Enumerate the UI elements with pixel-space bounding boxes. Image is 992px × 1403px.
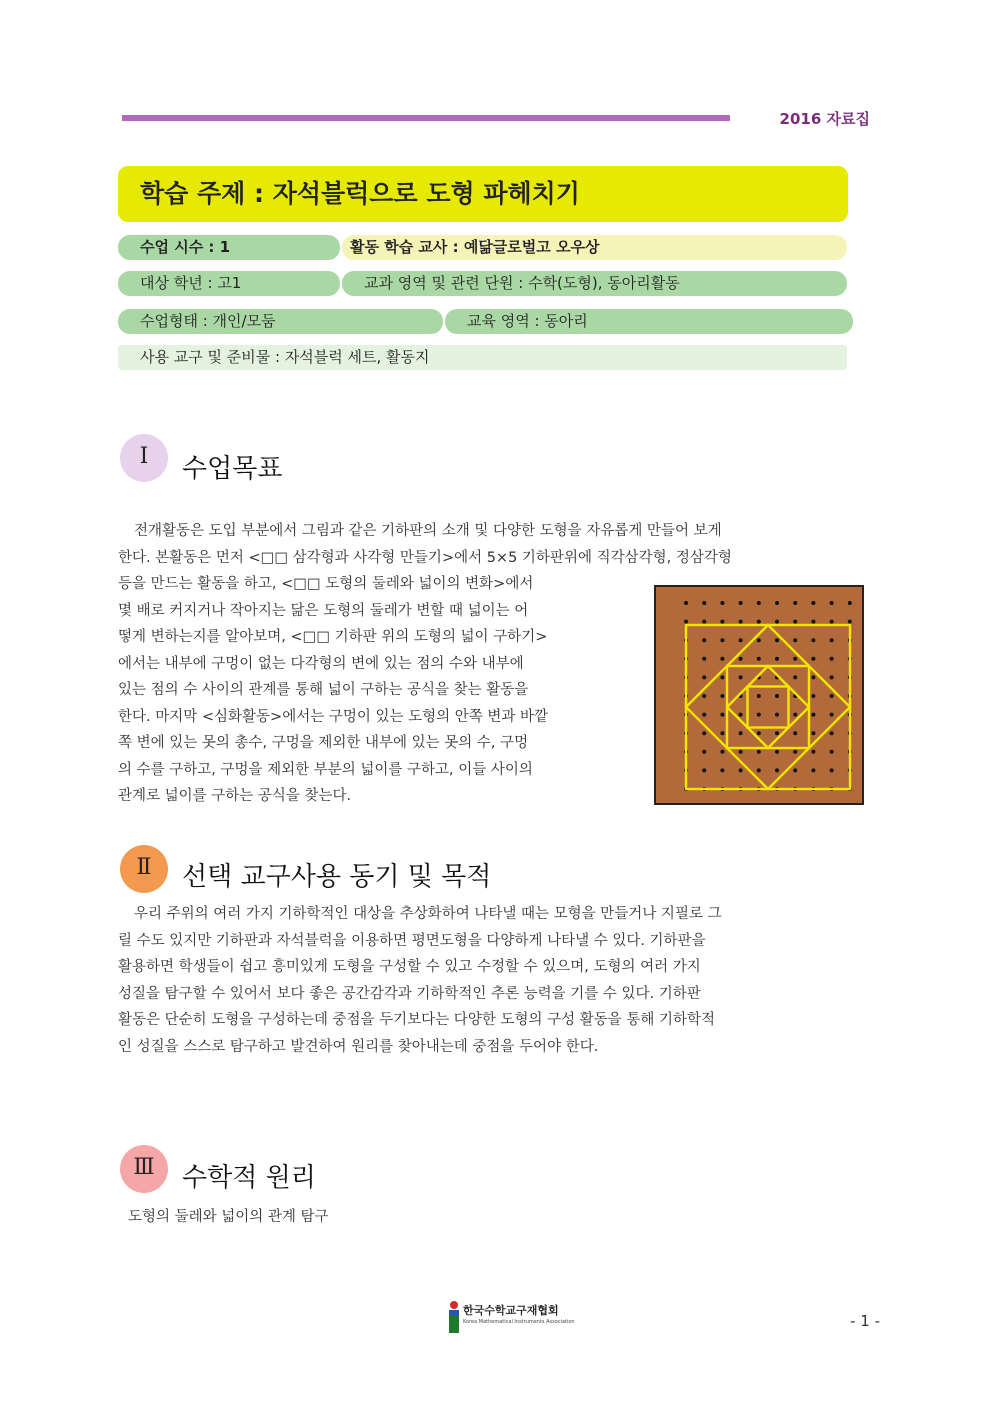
section-2-line: 성질을 탐구할 수 있어서 보다 좋은 공간감각과 기하학적인 추론 능력을 기를 수 있다. 기하판 xyxy=(118,985,701,1002)
geoboard-peg xyxy=(793,620,797,624)
geoboard-peg xyxy=(702,713,706,717)
geoboard-peg xyxy=(702,675,706,679)
target-grade: 대상 학년 : 고1 xyxy=(118,271,340,296)
page-number: - 1 - xyxy=(850,1312,880,1330)
geoboard-peg xyxy=(775,713,779,717)
geoboard-peg xyxy=(775,768,779,772)
section-1-line: 한다. 본활동은 먼저 <□□ 삼각형과 사각형 만들기>에서 5×5 기하판위에 직각삼각형, 정삼각형 xyxy=(118,549,732,566)
geoboard-illustration xyxy=(654,585,864,805)
geoboard-peg xyxy=(811,694,815,698)
geoboard-peg xyxy=(684,620,688,624)
geoboard-peg xyxy=(739,768,743,772)
section-2-body xyxy=(118,901,872,1060)
geoboard-peg xyxy=(720,768,724,772)
geoboard-peg xyxy=(757,768,761,772)
geoboard-peg xyxy=(739,731,743,735)
geoboard-peg xyxy=(775,601,779,605)
geoboard-peg xyxy=(720,731,724,735)
section-2-line: 릴 수도 있지만 기하판과 자석블럭을 이용하면 평면도형을 다양하게 나타낼 수 있다. 기하판을 xyxy=(118,932,706,949)
section-1-badge: I xyxy=(120,434,168,482)
geoboard-peg xyxy=(757,638,761,642)
geoboard-peg xyxy=(830,657,834,661)
geoboard-peg xyxy=(720,620,724,624)
geoboard-peg xyxy=(757,731,761,735)
geoboard-peg xyxy=(720,657,724,661)
geoboard-peg xyxy=(775,657,779,661)
geoboard-peg xyxy=(757,601,761,605)
geoboard-peg xyxy=(830,750,834,754)
geoboard-peg xyxy=(830,713,834,717)
geoboard-peg xyxy=(793,768,797,772)
section-2-line: 활용하면 학생들이 쉽고 흥미있게 도형을 구성할 수 있고 수정할 수 있으며, 도형의 여러 가지 xyxy=(118,959,701,975)
geoboard-peg xyxy=(720,675,724,679)
geoboard-peg xyxy=(811,620,815,624)
geoboard-peg xyxy=(702,768,706,772)
education-area: 교육 영역 : 동아리 xyxy=(445,309,853,334)
geoboard-peg xyxy=(811,731,815,735)
geoboard-peg xyxy=(830,768,834,772)
geoboard-peg xyxy=(830,601,834,605)
section-1-line: 의 수를 구하고, 구멍을 제외한 부분의 넓이를 구하고, 이들 사이의 xyxy=(118,761,533,778)
geoboard-peg xyxy=(702,601,706,605)
section-1-line: 있는 점의 수 사이의 관계를 통해 넓이 구하는 공식을 찾는 활동을 xyxy=(118,682,529,698)
header-rule xyxy=(122,115,730,121)
geoboard-peg xyxy=(757,657,761,661)
association-logo xyxy=(446,1300,575,1336)
section-3-text: 도형의 둘레와 넓이의 관계 탐구 xyxy=(128,1209,329,1225)
section-1-line: 몇 배로 커지거나 작아지는 닮은 도형의 둘레가 변할 때 넓이는 어 xyxy=(118,602,529,619)
geoboard-peg xyxy=(830,620,834,624)
geoboard-peg xyxy=(830,638,834,642)
subject-area: 교과 영역 및 관련 단원 : 수학(도형), 동아리활동 xyxy=(342,271,847,296)
geoboard-peg xyxy=(793,750,797,754)
section-3-title: 수학적 원리 xyxy=(182,1163,316,1193)
section-2-line: 우리 주위의 여러 가지 기하학적인 대상을 추상화하여 나타낼 때는 모형을 만들거나 지필로 그 xyxy=(134,906,722,922)
geoboard-peg xyxy=(720,750,724,754)
geoboard-peg xyxy=(739,713,743,717)
geoboard-peg xyxy=(793,657,797,661)
geoboard-peg xyxy=(720,601,724,605)
logo-subtext: Korea Mathematical Instruments Association xyxy=(463,1319,575,1325)
logo-mark-icon xyxy=(446,1300,462,1334)
lesson-hours: 수업 시수 : 1 xyxy=(118,235,340,260)
logo-text: 한국수학교구재협회 xyxy=(463,1304,559,1317)
geoboard-peg xyxy=(739,620,743,624)
geoboard-peg xyxy=(739,675,743,679)
geoboard-peg xyxy=(811,768,815,772)
geoboard-peg xyxy=(811,601,815,605)
lesson-title: 학습 주제 : 자석블럭으로 도형 파헤치기 xyxy=(118,166,848,222)
section-2-line: 활동은 단순히 도형을 구성하는데 중점을 두기보다는 다양한 도형의 구성 활동을 통해 기하학적 xyxy=(118,1012,715,1028)
geoboard-peg xyxy=(757,750,761,754)
geoboard-peg xyxy=(830,675,834,679)
geoboard-peg xyxy=(720,638,724,642)
geoboard-peg xyxy=(757,694,761,698)
geoboard-peg xyxy=(793,713,797,717)
geoboard-peg xyxy=(848,601,852,605)
geoboard-peg xyxy=(739,657,743,661)
geoboard-peg xyxy=(739,601,743,605)
section-1-body xyxy=(118,518,872,571)
geoboard-peg xyxy=(775,750,779,754)
geoboard-peg xyxy=(757,713,761,717)
geoboard-peg xyxy=(811,713,815,717)
section-2-badge: Ⅱ xyxy=(120,845,168,893)
geoboard-peg xyxy=(793,675,797,679)
geoboard-peg xyxy=(702,731,706,735)
geoboard-peg xyxy=(684,601,688,605)
geoboard-peg xyxy=(793,638,797,642)
section-1-line: 한다. 마지막 <심화활동>에서는 구멍이 있는 도형의 안쪽 변과 바깥 xyxy=(118,708,548,725)
geoboard-peg xyxy=(830,694,834,698)
section-1-body-wrapped xyxy=(118,571,646,810)
geoboard-peg xyxy=(793,731,797,735)
section-1-line: 에서는 내부에 구멍이 없는 다각형의 변에 있는 점의 수와 내부에 xyxy=(118,655,524,672)
geoboard-peg xyxy=(811,750,815,754)
section-1-line: 떻게 변하는지를 알아보며, <□□ 기하판 위의 도형의 넓이 구하기> xyxy=(118,629,548,645)
geoboard-peg xyxy=(811,638,815,642)
geoboard-peg xyxy=(775,620,779,624)
geoboard-peg xyxy=(848,620,852,624)
materials: 사용 교구 및 준비물 : 자석블럭 세트, 활동지 xyxy=(118,345,847,370)
geoboard-peg xyxy=(702,620,706,624)
section-1-line: 쪽 변에 있는 못의 총수, 구멍을 제외한 내부에 있는 못의 수, 구멍 xyxy=(118,735,529,751)
geoboard-peg xyxy=(739,638,743,642)
section-2-title: 선택 교구사용 동기 및 목적 xyxy=(182,862,492,892)
year-label: 2016 자료집 xyxy=(779,110,870,128)
class-format: 수업형태 : 개인/모둠 xyxy=(118,309,443,334)
geoboard-peg xyxy=(793,601,797,605)
geoboard-peg xyxy=(702,750,706,754)
geoboard-peg xyxy=(811,675,815,679)
geoboard-peg xyxy=(739,750,743,754)
section-3-badge: Ⅲ xyxy=(120,1145,168,1193)
geoboard-peg xyxy=(720,694,724,698)
geoboard-svg xyxy=(654,585,864,805)
geoboard-peg xyxy=(757,620,761,624)
section-1-line: 등을 만드는 활동을 하고, <□□ 도형의 둘레와 넓이의 변화>에서 xyxy=(118,576,534,592)
geoboard-peg xyxy=(775,694,779,698)
teacher-info: 활동 학습 교사 : 예닮글로벌고 오우상 xyxy=(342,235,847,260)
section-1-line: 관계로 넓이를 구하는 공식을 찾는다. xyxy=(118,788,352,804)
geoboard-peg xyxy=(702,638,706,642)
geoboard-peg xyxy=(775,731,779,735)
section-1-title: 수업목표 xyxy=(182,454,283,484)
geoboard-peg xyxy=(811,657,815,661)
geoboard-peg xyxy=(702,657,706,661)
section-2-line: 인 성질을 스스로 탐구하고 발견하여 원리를 찾아내는데 중점을 두어야 한다. xyxy=(118,1038,599,1055)
geoboard-peg xyxy=(775,638,779,642)
geoboard-peg xyxy=(702,694,706,698)
geoboard-peg xyxy=(720,713,724,717)
section-1-line: 전개활동은 도입 부분에서 그림과 같은 기하판의 소개 및 다양한 도형을 자유롭게 만들어 보게 xyxy=(134,523,722,539)
geoboard-peg xyxy=(830,731,834,735)
